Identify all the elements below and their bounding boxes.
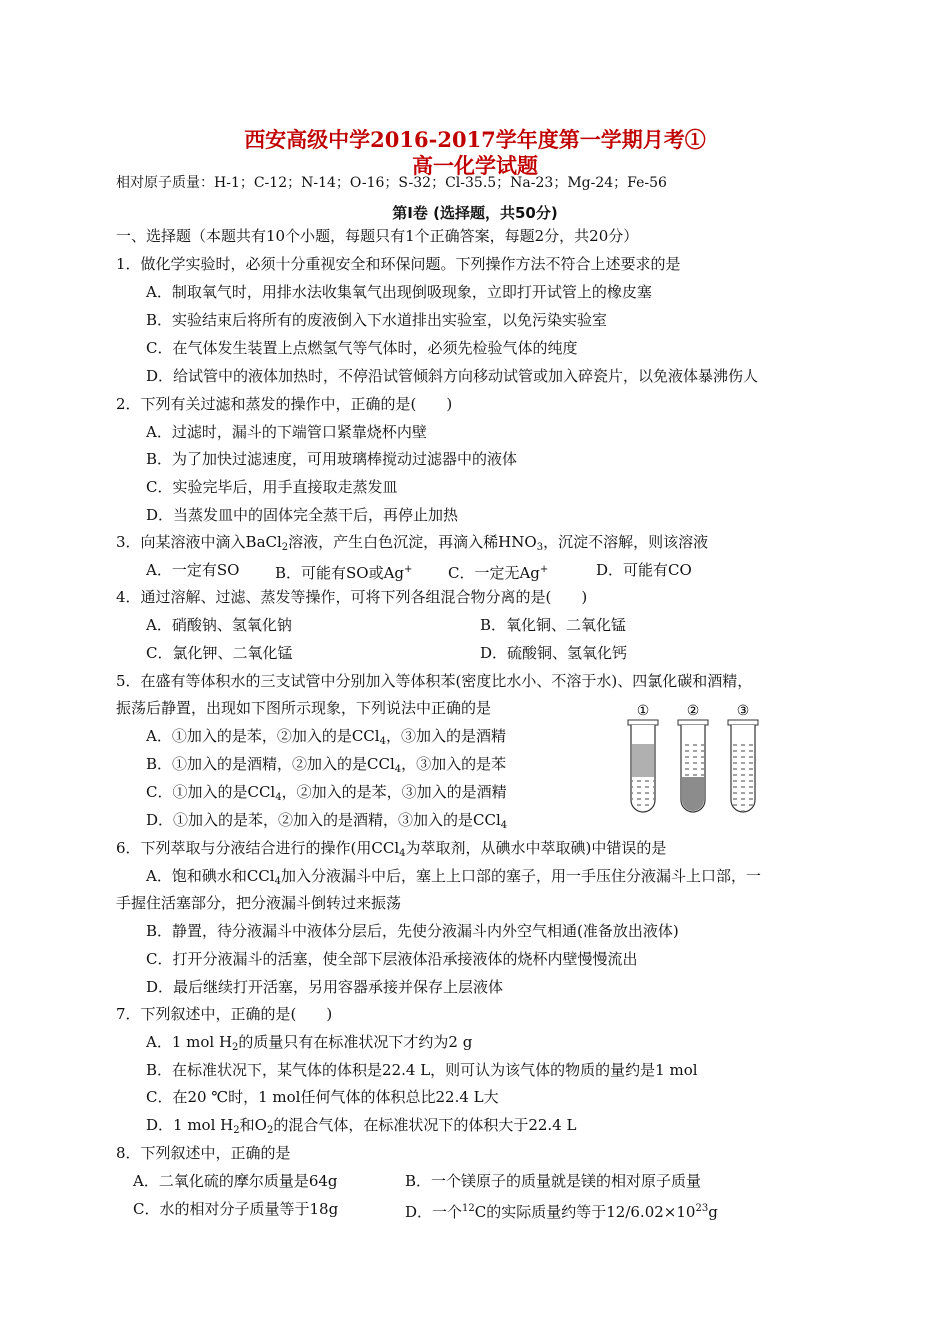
tube-label-2: ②: [686, 703, 700, 719]
q1-option-d: D．给试管中的液体加热时，不停沿试管倾斜方向移动试管或加入碎瓷片，以免液体暴沸伤人: [146, 367, 759, 385]
tube-3-rim: [728, 720, 758, 725]
q8-option-c: C．水的相对分子质量等于18g: [133, 1200, 339, 1218]
q6-option-d: D．最后继续打开活塞，另用容器承接并保存上层液体: [146, 978, 504, 996]
q2-option-d: D．当蒸发皿中的固体完全蒸干后，再停止加热: [146, 506, 459, 524]
q2-option-b: B．为了加快过滤速度，可用玻璃棒搅动过滤器中的液体: [146, 450, 518, 468]
q6-stem: 6．下列萃取与分液结合进行的操作(用CCl$_4$为萃取剂，从碘水中萃取碘)中错误的是: [116, 839, 667, 859]
q7-option-a: A．1 mol $H_2$的质量只有在标准状况下才约为2 g: [146, 1033, 473, 1053]
test-tube-2: [678, 703, 708, 812]
tube-2-lower-layer: [682, 777, 704, 811]
q5-option-c: C．①加入的是CCl$_4$，②加入的是苯，③加入的是酒精: [146, 783, 507, 803]
section-title: 第Ⅰ卷 (选择题，共50分): [392, 204, 558, 222]
q8-stem: 8．下列叙述中，正确的是: [116, 1144, 291, 1162]
q6-option-a: A．饱和碘水和CCl$_4$加入分液漏斗中后，塞上上口部的塞子，用一手压住分液漏斗上口部，一: [146, 867, 761, 887]
q5-option-a: A．①加入的是苯，②加入的是CCl$_4$，③加入的是酒精: [146, 727, 506, 747]
exam-title: 西安高级中学2016-2017学年度第一学期月考①: [244, 127, 706, 152]
q3-option-d: D．可能有CO: [596, 561, 692, 579]
tube-label-3: ③: [736, 703, 750, 719]
tube-2-rim: [678, 720, 708, 725]
q1-stem: 1．做化学实验时，必须十分重视安全和环保问题。下列操作方法不符合上述要求的是: [116, 255, 681, 273]
tube-3-liquid: [732, 744, 754, 811]
q5-stem-line2: 振荡后静置，出现如下图所示现象，下列说法中正确的是: [116, 699, 492, 717]
test-tube-3: [728, 703, 758, 812]
q6-option-c: C．打开分液漏斗的活塞，使全部下层液体沿承接液体的烧杯内壁慢慢流出: [146, 950, 638, 968]
q7-stem: 7．下列叙述中，正确的是( ): [116, 1005, 333, 1023]
tube-1-lower-layer: [632, 777, 654, 811]
q6-option-a-cont: 手握住活塞部分，把分液漏斗倒转过来振荡: [116, 894, 402, 912]
q5-option-d: D．①加入的是苯，②加入的是酒精，③加入的是CCl$_4$: [146, 811, 508, 831]
q3-option-c: C．一定无Ag+: [448, 564, 549, 582]
q4-option-b: B．氧化铜、二氧化锰: [480, 616, 627, 634]
q4-option-c: C．氯化钾、二氧化锰: [146, 644, 293, 662]
q1-option-c: C．在气体发生装置上点燃氢气等气体时，必须先检验气体的纯度: [146, 339, 578, 357]
q8-option-a: A．二氧化硫的摩尔质量是64g: [133, 1172, 338, 1190]
atomic-masses: 相对原子质量：H-1；C-12；N-14；O-16；S-32；Cl-35.5；Na-23；Mg-24；Fe-56: [116, 175, 667, 191]
q1-option-b: B．实验结束后将所有的废液倒入下水道排出实验室，以免污染实验室: [146, 311, 608, 329]
q1-option-a: A．制取氧气时，用排水法收集氧气出现倒吸现象，立即打开试管上的橡皮塞: [146, 283, 652, 301]
tube-1-upper-layer: [632, 744, 654, 777]
q3-option-b: B．可能有SO或Ag+: [275, 564, 413, 582]
q7-option-d: D．1 mol $H_2$和$O_2$的混合气体，在标准状况下的体积大于22.4 L: [146, 1116, 577, 1136]
q2-stem: 2．下列有关过滤和蒸发的操作中，正确的是( ): [116, 395, 453, 413]
tube-1-rim: [628, 720, 658, 725]
q2-option-c: C．实验完毕后，用手直接取走蒸发皿: [146, 478, 398, 496]
tube-label-1: ①: [636, 703, 650, 719]
q5-option-b: B．①加入的是酒精，②加入的是CCl$_4$，③加入的是苯: [146, 755, 507, 775]
q2-option-a: A．过滤时，漏斗的下端管口紧靠烧杯内壁: [146, 423, 427, 441]
test-tube-1: [628, 703, 658, 812]
q4-option-a: A．硝酸钠、氢氧化钠: [146, 616, 292, 634]
section-instruction: 一、选择题（本题共有10个小题，每题只有1个正确答案，每题2分，共20分）: [116, 227, 639, 245]
tube-2-upper-layer: [682, 744, 704, 777]
q6-option-b: B．静置，待分液漏斗中液体分层后，先使分液漏斗内外空气相通(准备放出液体): [146, 922, 679, 940]
q3-option-a: A．一定有SO: [146, 561, 240, 579]
q7-option-c: C．在20 ℃时，1 mol任何气体的体积总比22.4 L大: [146, 1088, 499, 1106]
q4-stem: 4．通过溶解、过滤、蒸发等操作，可将下列各组混合物分离的是( ): [116, 588, 588, 606]
q7-option-b: B．在标准状况下，某气体的体积是22.4 L，则可认为该气体的物质的量约是1 mol: [146, 1061, 698, 1079]
q8-option-b: B．一个镁原子的质量就是镁的相对原子质量: [405, 1172, 702, 1190]
q8-option-d: D．一个$^{12}$C的实际质量约等于$12/6.02\times 10^{23}g$: [405, 1203, 718, 1221]
q5-stem-line1: 5．在盛有等体积水的三支试管中分别加入等体积苯(密度比水小、不溶于水)、四氯化碳和酒精，: [116, 672, 753, 690]
exam-subtitle: 高一化学试题: [412, 153, 538, 178]
q3-stem: 3．向某溶液中滴入BaCl$_2$溶液，产生白色沉淀，再滴入稀$HNO_3$，沉淀不溶解，则该溶液: [116, 533, 709, 553]
test-tubes-figure: [620, 700, 790, 820]
q4-option-d: D．硫酸铜、氢氧化钙: [480, 644, 628, 662]
